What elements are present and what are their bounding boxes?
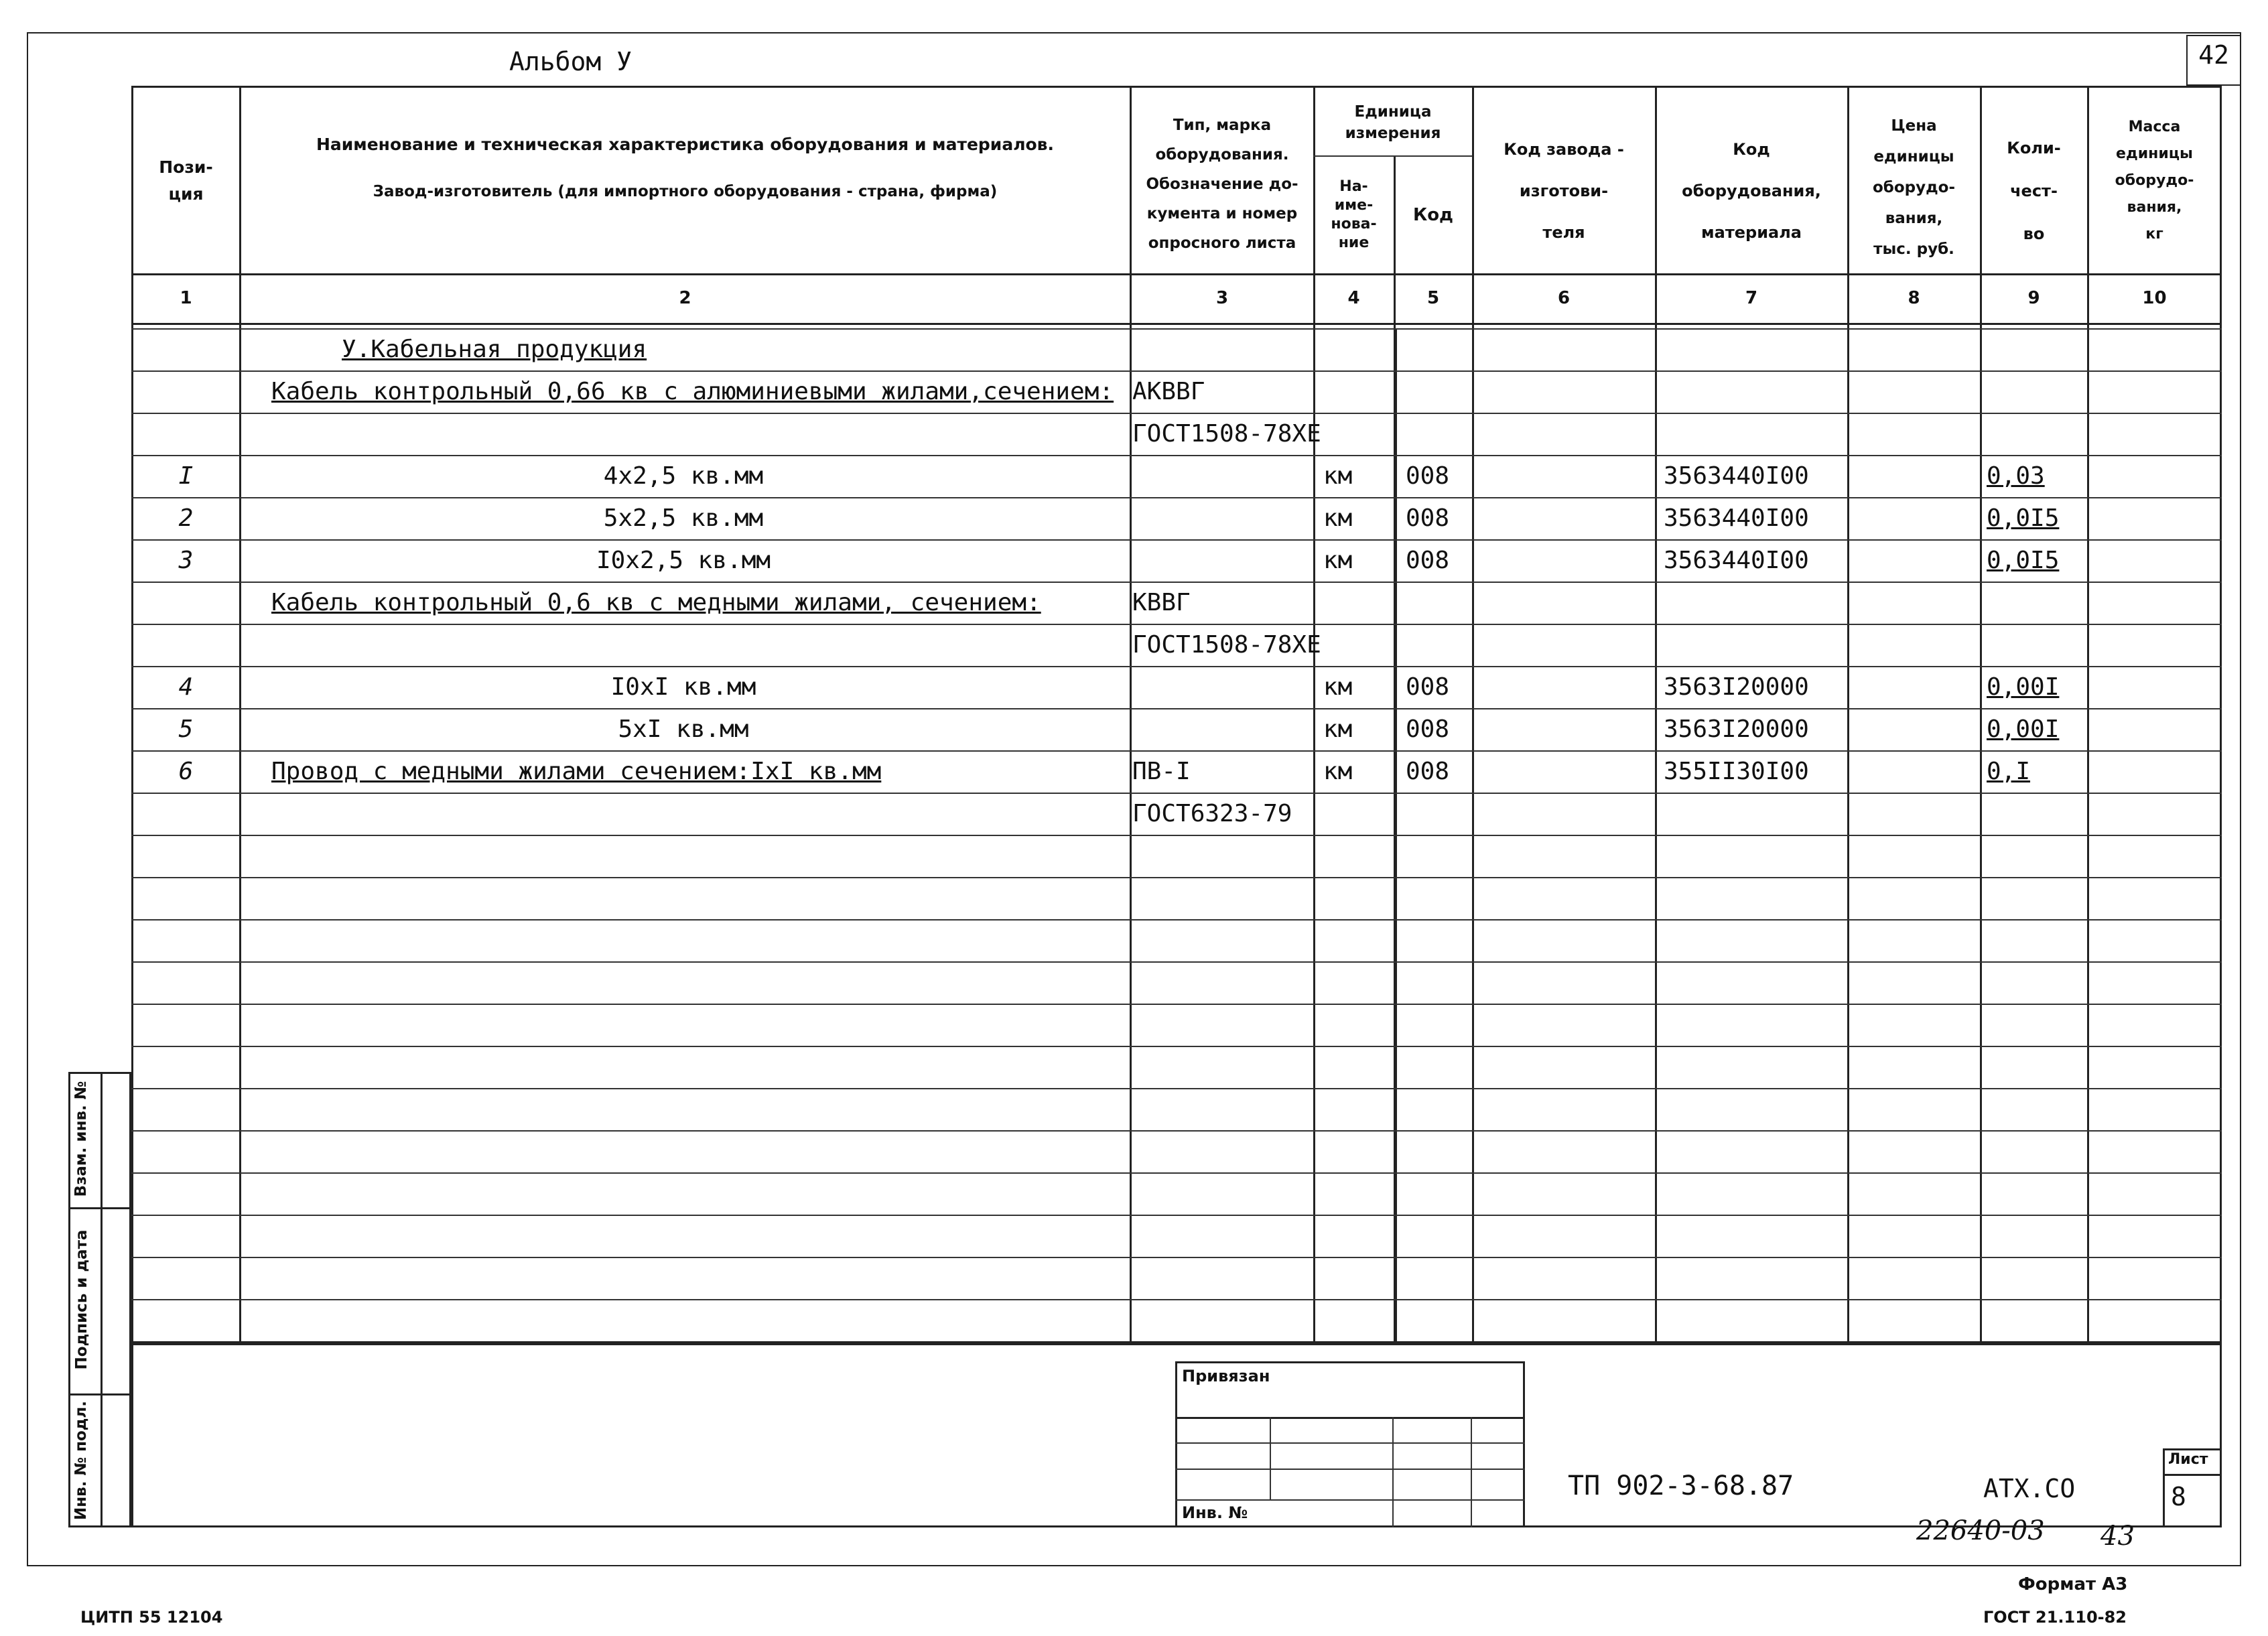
cell-code [1406, 794, 1469, 834]
privyazan-box [1175, 1361, 1525, 1527]
privyazan-grid [1392, 1417, 1394, 1527]
cell-unit [1323, 794, 1390, 834]
header-col-2-line1: Наименование и техническая характеристика оборудования и материалов. [316, 135, 1054, 154]
album-title: Альбом У [509, 47, 632, 76]
list-box-sep [2163, 1474, 2222, 1476]
sheet-number: 42 [2198, 40, 2229, 70]
cell-pos: I [178, 462, 194, 490]
cell-unit: км [1323, 504, 1353, 532]
cell-unit: км [1323, 758, 1353, 785]
cell-eq_code: 3563I20000 [1664, 715, 1809, 743]
header-col-5: Код [1412, 204, 1454, 225]
unit-header-split [1313, 155, 1472, 157]
cell-code: 008 [1406, 673, 1450, 701]
cell-name [271, 794, 1156, 834]
side-label-vzam: Взам. инв. № [72, 1081, 90, 1197]
cell-qty: 0,03 [1987, 462, 2045, 490]
cell-type: ГОСТ1508-78ХЕ [1132, 420, 1321, 448]
row-line [131, 961, 2222, 963]
cell-code [1406, 414, 1469, 454]
cell-code [1406, 625, 1469, 665]
cell-unit: км [1323, 673, 1353, 701]
colnum-10: 10 [2142, 288, 2167, 308]
cell-eq_code: 3563440I00 [1664, 462, 1809, 490]
cell-code [1406, 372, 1469, 412]
archive-number: 22640-03 [1916, 1515, 2045, 1546]
colnum-9: 9 [2027, 288, 2040, 308]
cell-type: ПВ-I [1132, 758, 1191, 785]
header-col-3: Тип, марка оборудования. Обозначение до- кумента и номер опросного листа [1146, 117, 1298, 252]
cell-type [1132, 498, 1312, 539]
row-line [131, 877, 2222, 878]
cell-name: Провод с медными жилами сечением:IхI кв.мм [271, 758, 882, 785]
cell-pos [134, 372, 238, 412]
cell-pos: 2 [178, 504, 194, 532]
cell-code: 008 [1406, 758, 1450, 785]
cell-eq_code [1664, 583, 1845, 623]
colnum-6: 6 [1557, 288, 1571, 308]
col-divider [1396, 328, 1397, 1345]
colnum-4: 4 [1347, 288, 1360, 308]
cell-type [1132, 667, 1312, 707]
row-line [131, 919, 2222, 921]
privyazan-grid [1471, 1417, 1472, 1527]
row-line [131, 1046, 2222, 1047]
cell-code [1406, 583, 1469, 623]
header-col-1: Пози- ция [159, 157, 213, 204]
side-strip-divider [101, 1072, 103, 1527]
row-line [131, 1172, 2222, 1174]
colnum-5: 5 [1426, 288, 1440, 308]
cell-unit: км [1323, 715, 1353, 743]
side-label-podpis: Подпись и дата [73, 1229, 90, 1370]
cell-pos [134, 330, 238, 370]
privyazan-label: Привязан [1182, 1367, 1270, 1385]
cell-pos [134, 794, 238, 834]
cell-eq_code: 355II30I00 [1664, 758, 1809, 785]
privyazan-sep [1175, 1417, 1525, 1419]
row-line [131, 1299, 2222, 1300]
cell-qty: 0,00I [1987, 715, 2060, 743]
cell-pos [134, 414, 238, 454]
cell-type: КВВГ [1132, 589, 1191, 616]
cell-eq_code: 3563440I00 [1664, 547, 1809, 574]
privyazan-grid [1175, 1499, 1525, 1501]
cell-unit [1323, 330, 1390, 370]
cell-qty [1987, 794, 2084, 834]
cell-qty [1987, 372, 2084, 412]
cell-name: 5х2,5 кв.мм [603, 504, 764, 532]
header-col-2-line2: Завод-изготовитель (для импортного оборудования - страна, фирма) [373, 183, 998, 200]
colnum-7: 7 [1745, 288, 1758, 308]
cell-eq_code [1664, 414, 1845, 454]
colnum-1: 1 [180, 288, 192, 308]
cell-qty: 0,0I5 [1987, 547, 2060, 574]
cell-type: ГОСТ6323-79 [1132, 800, 1292, 827]
cell-name: I0х2,5 кв.мм [596, 547, 771, 574]
cell-name: I0хI кв.мм [610, 673, 756, 701]
cell-type: ГОСТ1508-78ХЕ [1132, 631, 1321, 659]
cell-qty: 0,I [1987, 758, 2031, 785]
cell-pos [134, 583, 238, 623]
cell-eq_code [1664, 372, 1845, 412]
cell-code: 008 [1406, 504, 1450, 532]
cell-eq_code: 3563440I00 [1664, 504, 1809, 532]
cell-name: У.Кабельная продукция [342, 336, 647, 363]
row-line [131, 1215, 2222, 1216]
header-col-4: На- име- нова- ние [1331, 178, 1377, 251]
right-footer-code: ГОСТ 21.110-82 [1983, 1608, 2127, 1627]
cell-eq_code [1664, 330, 1845, 370]
cell-pos [134, 625, 238, 665]
cell-unit [1323, 414, 1390, 454]
cell-type [1132, 541, 1312, 581]
cell-unit [1323, 372, 1390, 412]
cell-unit: км [1323, 547, 1353, 574]
list-label: Лист [2168, 1451, 2208, 1468]
cell-code: 008 [1406, 547, 1450, 574]
format-label: Формат А3 [2018, 1574, 2128, 1594]
cell-eq_code [1664, 794, 1845, 834]
header-col-8: Цена единицы оборудо- вания, тыс. руб. [1872, 117, 1956, 258]
cell-name [271, 625, 1156, 665]
cell-qty [1987, 330, 2084, 370]
cell-qty [1987, 414, 2084, 454]
cell-name: 4х2,5 кв.мм [603, 462, 764, 490]
cell-qty: 0,0I5 [1987, 504, 2060, 532]
left-footer-code: ЦИТП 55 12104 [80, 1608, 223, 1627]
side-label-inv-podl: Инв. № подл. [72, 1401, 90, 1520]
cell-eq_code: 3563I20000 [1664, 673, 1809, 701]
privyazan-grid [1270, 1417, 1271, 1499]
list-number: 8 [2171, 1482, 2186, 1511]
header-col-10: Масса единицы оборудо- вания, кг [2115, 119, 2194, 243]
archive-page: 43 [2100, 1521, 2135, 1552]
colnum-8: 8 [1908, 288, 1920, 308]
row-line [131, 835, 2222, 836]
cell-name: 5хI кв.мм [618, 715, 749, 743]
colnum-3: 3 [1215, 288, 1229, 308]
privyazan-grid [1175, 1469, 1525, 1470]
cell-type: АКВВГ [1132, 378, 1205, 405]
row-line [131, 1130, 2222, 1132]
row-line [131, 1257, 2222, 1258]
cell-qty: 0,00I [1987, 673, 2060, 701]
privyazan-grid [1175, 1442, 1525, 1444]
cell-name: Кабель контрольный 0,66 кв с алюминиевыми жилами,сечением: [271, 378, 1114, 405]
cell-name: Кабель контрольный 0,6 кв с медными жилами, сечением: [271, 589, 1041, 616]
cell-unit: км [1323, 462, 1353, 490]
inv-no-label: Инв. № [1182, 1503, 1248, 1522]
header-col-6: Код завода - изготови- теля [1504, 140, 1624, 242]
cell-type [1132, 709, 1312, 750]
colnum-2: 2 [679, 288, 691, 308]
cell-code: 008 [1406, 462, 1450, 490]
cell-name [271, 414, 1156, 454]
cell-unit [1323, 583, 1390, 623]
row-line [131, 1004, 2222, 1005]
cell-type [1132, 456, 1312, 496]
header-col-9: Коли- чест- во [2007, 139, 2061, 243]
doc-code: ТП 902-3-68.87 [1568, 1471, 1794, 1501]
cell-pos: 6 [178, 758, 194, 785]
row-line [131, 1088, 2222, 1089]
cell-code: 008 [1406, 715, 1450, 743]
cell-code [1406, 330, 1469, 370]
cell-qty [1987, 625, 2084, 665]
section-code: АТХ.СО [1983, 1474, 2076, 1503]
header-col-unit: Единица измерения [1345, 103, 1441, 142]
cell-type [1132, 330, 1312, 370]
cell-pos: 5 [178, 715, 194, 743]
header-col-7: Код оборудования, материала [1682, 140, 1821, 242]
cell-pos: 3 [178, 547, 194, 574]
cell-unit [1323, 625, 1390, 665]
colnum-bottom [131, 323, 2222, 325]
cell-eq_code [1664, 625, 1845, 665]
cell-pos: 4 [178, 673, 194, 701]
cell-qty [1987, 583, 2084, 623]
